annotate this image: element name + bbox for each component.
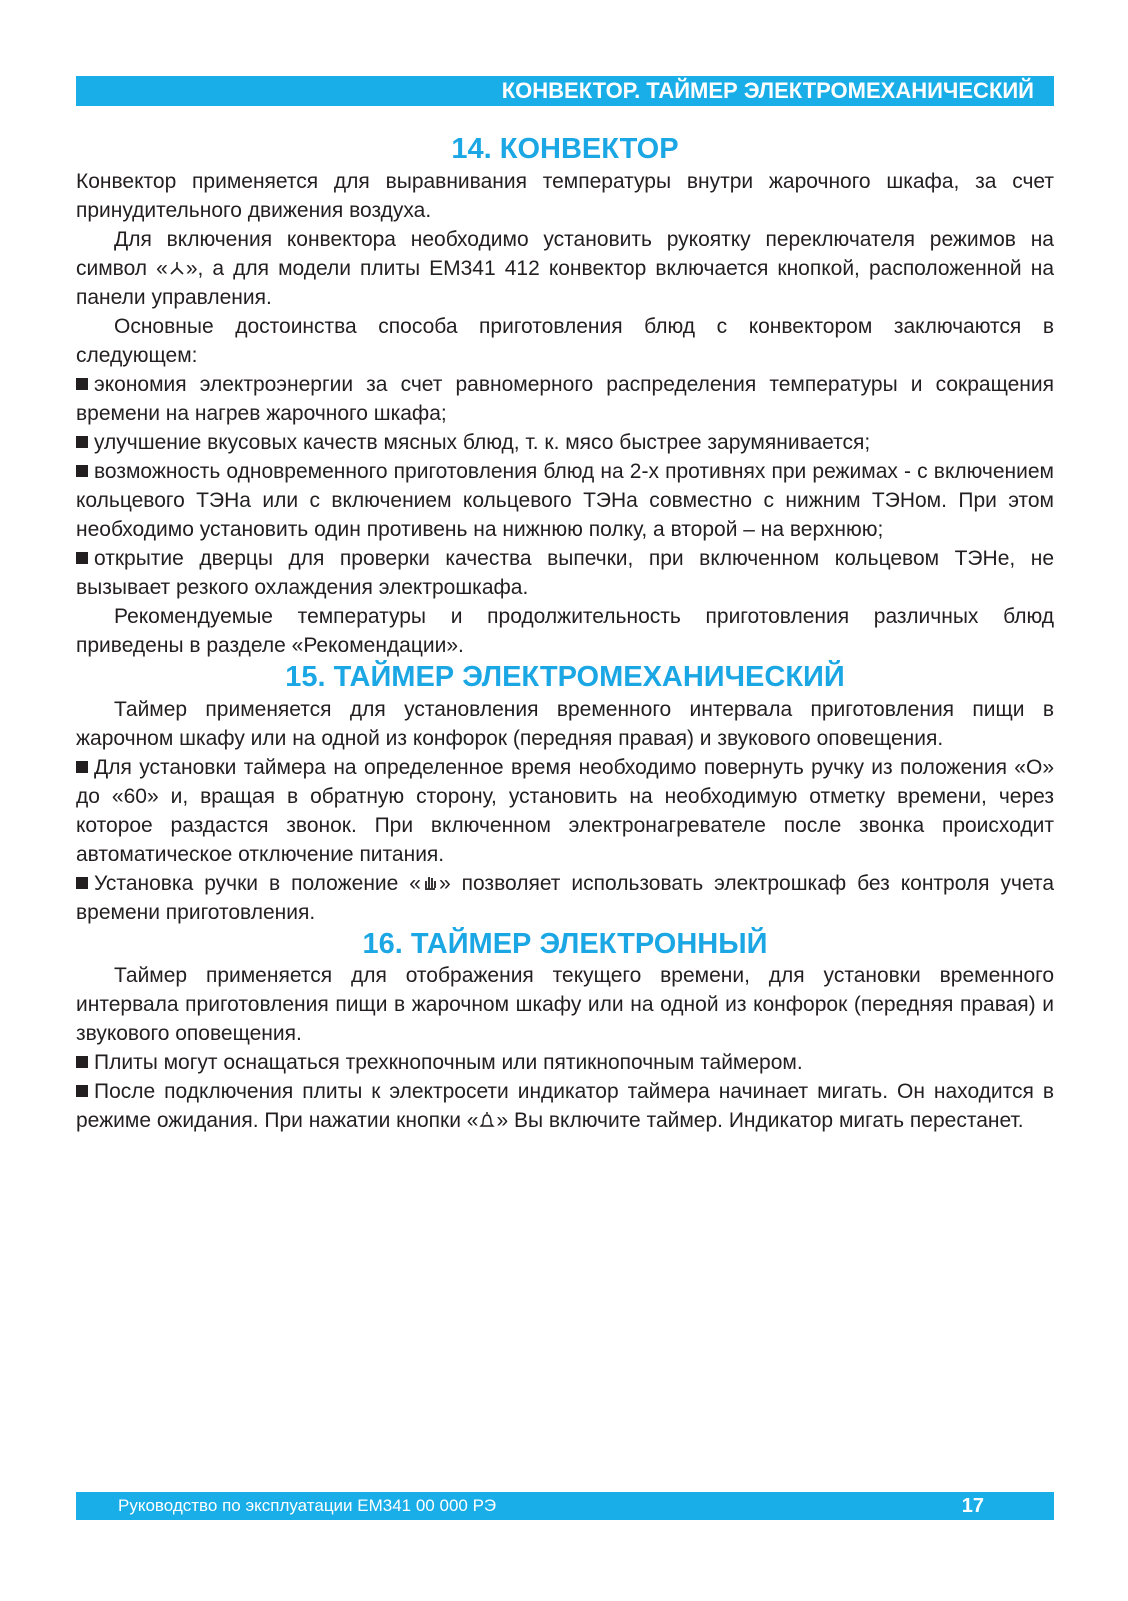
header-title: КОНВЕКТОР. ТАЙМЕР ЭЛЕКТРОМЕХАНИЧЕСКИЙ xyxy=(501,78,1034,103)
text-run: Для включения конвектора необходимо установить рукоятку переключателя режимов на символ « xyxy=(76,227,1054,280)
footer-text: Руководство по эксплуатации ЕМ341 00 000 РЭ xyxy=(118,1496,497,1515)
text-run: » Вы включите таймер. Индикатор мигать перестанет. xyxy=(496,1109,1024,1133)
list-item xyxy=(76,544,1054,602)
page-number: 17 xyxy=(961,1495,984,1517)
list-item-text: Плиты могут оснащаться трехкнопочным или пятикнопочным таймером. xyxy=(94,1051,803,1075)
bullet-square-icon xyxy=(76,1085,88,1097)
section-14-paragraph: Основные достоинства способа приготовления блюд с конвектором заключаются в следующем: xyxy=(76,314,1054,367)
bullet-square-icon xyxy=(76,552,88,564)
section-16-paragraph: Таймер применяется для отображения текущего времени, для установки временного интервала приготовления пищи в жарочном шкафу или на одной из конфорок (передняя правая) и звукового оповещения. xyxy=(76,964,1054,1046)
section-14-paragraph: Рекомендуемые температуры и продолжительность приготовления различных блюд приведены в разделе «Рекомендации». xyxy=(76,604,1054,657)
fan-symbol-icon xyxy=(168,259,186,277)
bullet-square-icon xyxy=(76,1056,88,1068)
list-item-text: улучшение вкусовых качеств мясных блюд, т. к. мясо быстрее зарумянивается; xyxy=(94,430,871,454)
list-item-text: Для установки таймера на определенное время необходимо повернуть ручку из положения «О» до «60» и, вращая в обратную сторону, установить на необходимую отметку времени, через которое раздастся звонок. При включенном электронагревателе после звонка происходит автоматическое отключение питания. xyxy=(76,755,1054,866)
text-run: Установка ручки в положение « xyxy=(94,871,421,895)
hand-symbol-icon xyxy=(421,874,439,892)
list-item xyxy=(76,1077,1054,1135)
bullet-square-icon xyxy=(76,465,88,477)
list-item xyxy=(76,457,1054,544)
section-15-title: 15. ТАЙМЕР ЭЛЕКТРОМЕХАНИЧЕСКИЙ xyxy=(285,660,845,693)
bullet-square-icon xyxy=(76,761,88,773)
footer-bar xyxy=(76,1492,1054,1520)
text-run: » позволяет использовать электрошкаф без контроля учета времени приготовления. xyxy=(76,871,1054,924)
list-item xyxy=(76,869,1054,927)
section-15-paragraph: Таймер применяется для установления временного интервала приготовления пищи в жарочном шкафу или на одной из конфорок (передняя правая) и звукового оповещения. xyxy=(76,697,1054,750)
header-bar xyxy=(76,76,1054,106)
section-16-title: 16. ТАЙМЕР ЭЛЕКТРОННЫЙ xyxy=(362,927,768,960)
section-14-title: 14. КОНВЕКТОР xyxy=(451,133,679,165)
list-item xyxy=(76,753,1054,869)
bullet-square-icon xyxy=(76,378,88,390)
section-14-paragraph xyxy=(76,225,1054,312)
section-14-paragraph: Конвектор применяется для выравнивания температуры внутри жарочного шкафа, за счет принудительного движения воздуха. xyxy=(76,169,1054,222)
bell-symbol-icon xyxy=(478,1111,496,1129)
bullet-square-icon xyxy=(76,436,88,448)
page-content xyxy=(76,132,1054,1135)
bullet-square-icon xyxy=(76,877,88,889)
list-item-text: экономия электроэнергии за счет равномерного распределения температуры и сокращения времени на нагрев жарочного шкафа; xyxy=(76,372,1054,425)
text-run: », а для модели плиты ЕМ341 412 конвектор включается кнопкой, расположенной на панели управления. xyxy=(76,256,1055,309)
list-item xyxy=(76,428,1054,457)
list-item-text: открытие дверцы для проверки качества выпечки, при включенном кольцевом ТЭНе, не вызывает резкого охлаждения электрошкафа. xyxy=(76,546,1054,599)
list-item xyxy=(76,370,1054,428)
list-item-text: возможность одновременного приготовления блюд на 2-х противнях при режимах - с включением кольцевого ТЭНа или с включением кольцевого ТЭНа совместно с нижним ТЭНом. При этом необходимо установить один противень на нижнюю полку, а второй – на верхнюю; xyxy=(76,459,1054,541)
list-item xyxy=(76,1048,1054,1077)
text-run: После подключения плиты к электросети индикатор таймера начинает мигать. Он находится в режиме ожидания. При нажатии кнопки « xyxy=(76,1080,1054,1133)
